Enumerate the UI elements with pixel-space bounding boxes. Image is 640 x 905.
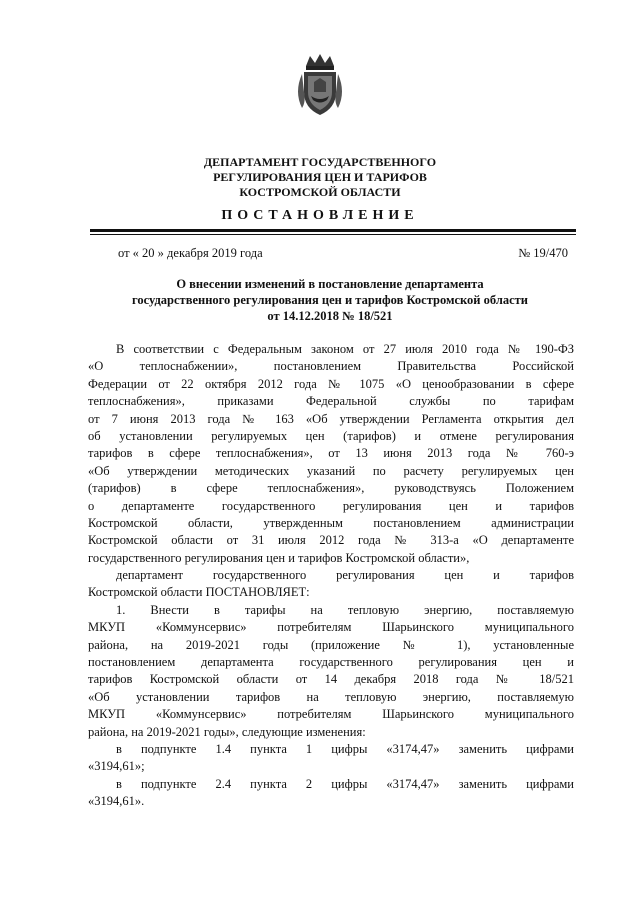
body-line: (тарифов) в сфере теплоснабжения», руководствуясь Положением <box>88 481 574 496</box>
document-type-heading: ПОСТАНОВЛЕНИЕ <box>221 208 419 223</box>
body-line: о департаменте государственного регулирования цен и тарифов <box>88 498 574 513</box>
document-title <box>80 276 580 324</box>
body-line: «3194,61»; <box>88 759 145 774</box>
title-line: от 14.12.2018 № 18/521 <box>267 309 393 323</box>
body-line: департамент государственного регулирования цен и тарифов <box>116 568 574 583</box>
body-line: в подпункте 2.4 пункта 2 цифры «3174,47» заменить цифрами <box>116 776 574 791</box>
body-line: постановлением департамента государственного регулирования цен и <box>88 655 574 670</box>
dept-line: КОСТРОМСКОЙ ОБЛАСТИ <box>239 185 401 199</box>
document-body <box>88 341 574 811</box>
body-line: об установлении регулируемых цен (тарифов) и отмене регулирования <box>88 428 574 443</box>
body-line: района, на 2019-2021 годы», следующие изменения: <box>88 724 366 739</box>
title-line: О внесении изменений в постановление департамента <box>176 277 484 291</box>
body-line: МКУП «Коммунсервис» потребителям Шарьинского муниципального <box>88 707 574 722</box>
body-line: тарифов Костромской области от 14 декабря 2018 года № 18/521 <box>88 672 574 687</box>
title-line: государственного регулирования цен и тарифов Костромской области <box>132 293 528 307</box>
department-name <box>120 155 520 200</box>
body-line: от 7 июня 2013 года № 163 «Об утверждении Регламента открытия дел <box>88 411 574 426</box>
header-rule-thick <box>90 229 576 232</box>
body-line: Костромской области, утвержденным постановлением администрации <box>88 515 574 530</box>
document-number: № 19/470 <box>518 246 568 260</box>
document-date: от « 20 » декабря 2019 года <box>118 246 263 260</box>
dept-line: ДЕПАРТАМЕНТ ГОСУДАРСТВЕННОГО <box>203 155 437 169</box>
body-line: «3194,61». <box>88 794 145 809</box>
body-line: района, на 2019-2021 годы (приложение № 1), установленные <box>88 637 574 652</box>
body-line: «Об установлении тарифов на тепловую энергию, поставляемую <box>88 689 574 704</box>
body-line: в подпункте 1.4 пункта 1 цифры «3174,47» заменить цифрами <box>116 741 574 756</box>
header-rule-thin <box>90 234 576 235</box>
body-line: МКУП «Коммунсервис» потребителям Шарьинского муниципального <box>88 620 574 635</box>
body-line: Костромской области ПОСТАНОВЛЯЕТ: <box>88 585 310 600</box>
coat-of-arms-emblem <box>292 52 348 118</box>
body-line: В соответствии с Федеральным законом от 27 июля 2010 года № 190-ФЗ <box>116 342 574 356</box>
body-line: тарифов в сфере теплоснабжения», от 13 июня 2013 года № 760-э <box>88 446 574 461</box>
body-line: «О теплоснабжении», постановлением Правительства Российской <box>88 359 574 374</box>
body-line: государственного регулирования цен и тарифов Костромской области», <box>88 550 470 565</box>
dept-line: РЕГУЛИРОВАНИЯ ЦЕН И ТАРИФОВ <box>213 170 427 184</box>
body-line: Федерации от 22 октября 2012 года № 1075 «О ценообразовании в сфере <box>88 376 574 391</box>
body-line: «Об утверждении методических указаний по расчету регулируемых цен <box>88 463 574 478</box>
body-line: Костромской области от 31 июля 2012 года № 313-а «О департаменте <box>88 533 574 548</box>
body-line: теплоснабжения», приказами Федеральной службы по тарифам <box>88 394 574 409</box>
body-line: 1. Внести в тарифы на тепловую энергию, поставляемую <box>116 602 574 617</box>
